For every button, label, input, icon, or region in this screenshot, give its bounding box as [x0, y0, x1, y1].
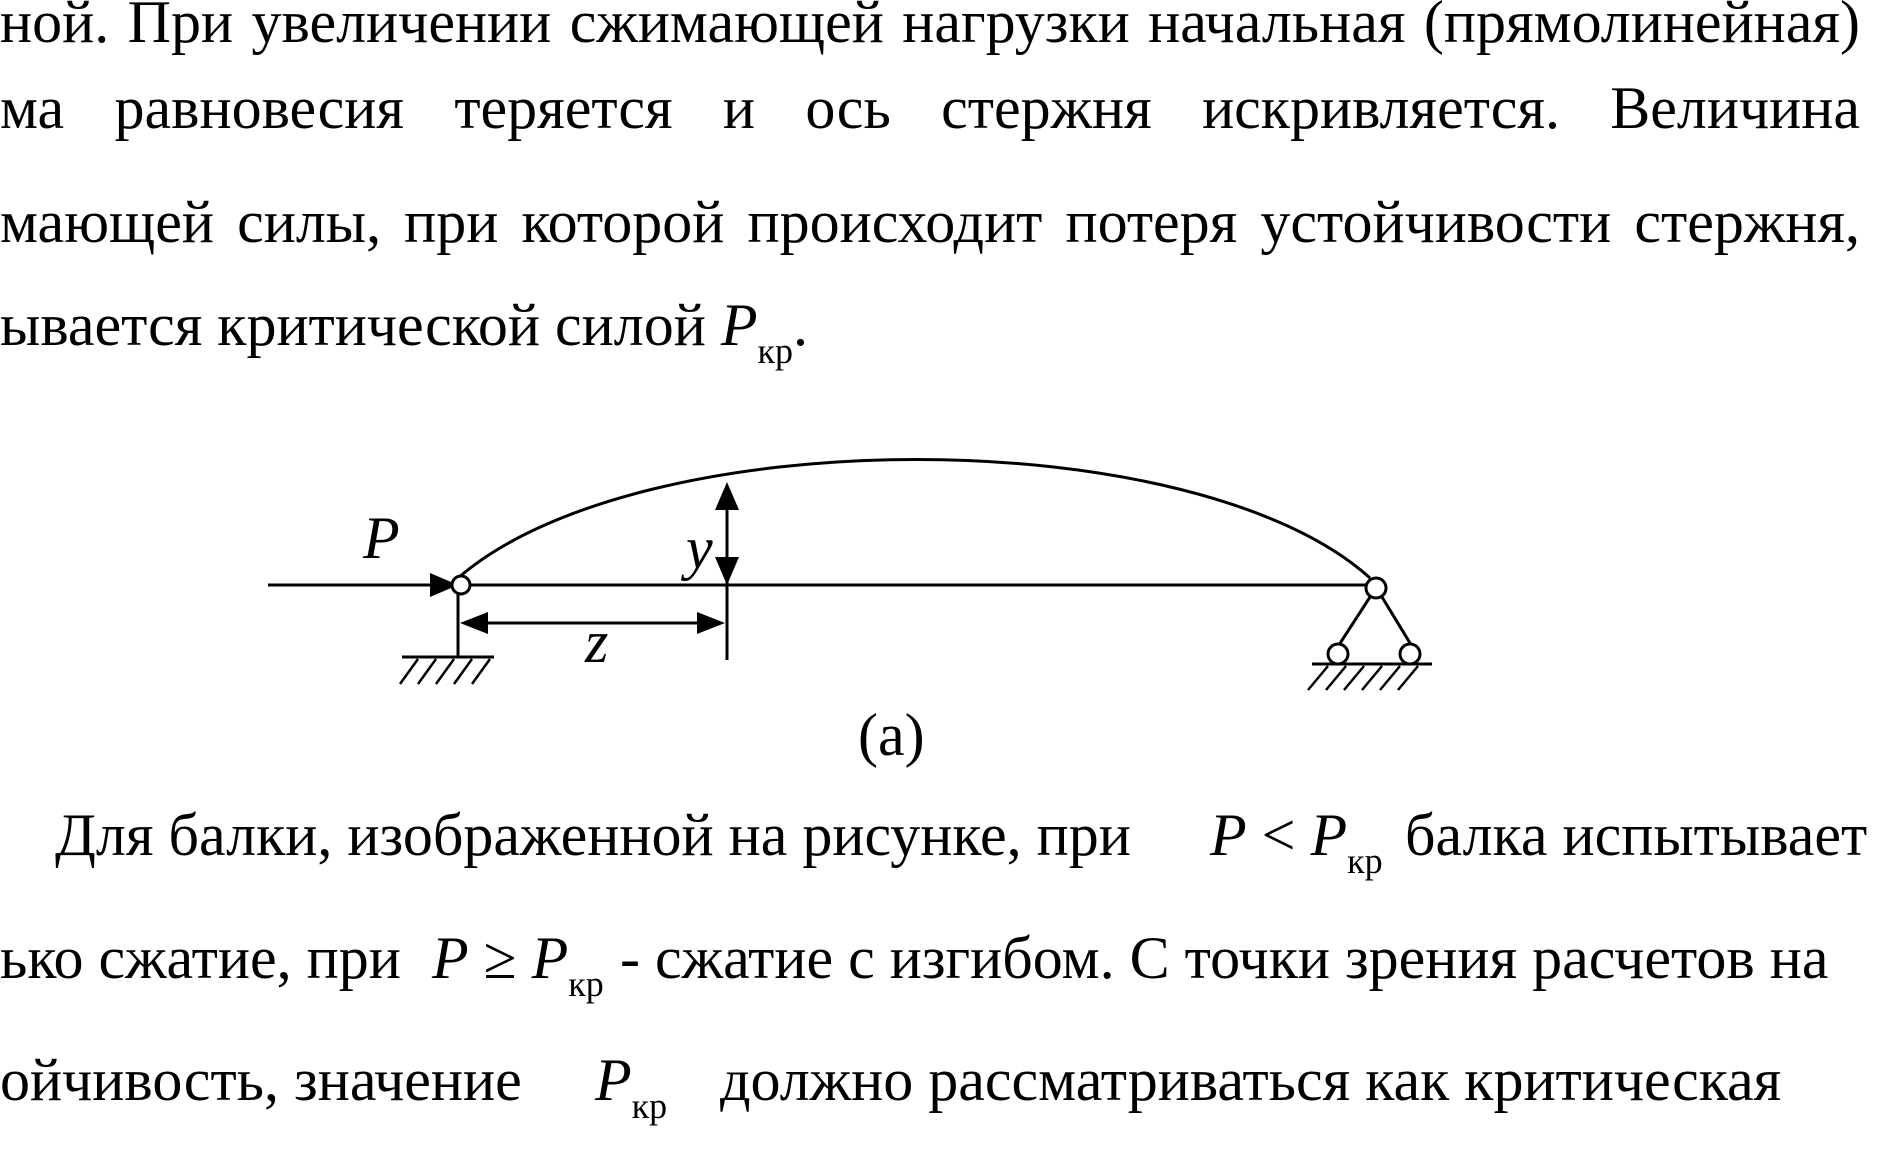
text-line-7: [0, 1047, 1878, 1170]
text-line-6: [0, 925, 1878, 1048]
label-force-p: P: [363, 505, 400, 571]
formula-greater-equal: ≥: [468, 925, 532, 991]
formula-p: P: [1210, 802, 1247, 868]
deflection-arrow-down: [715, 557, 739, 585]
text-line-7-start: ойчивость, значение: [0, 1047, 522, 1113]
formula-pcr-value: [595, 1047, 668, 1136]
formula-pcr: P: [531, 925, 569, 991]
formula-pcr-subscript: кр: [568, 964, 604, 1004]
left-ground-hatch: [400, 659, 490, 684]
formula-pcr-subscript: кр: [631, 1086, 668, 1126]
text-line-5-end: балка испытывает: [1405, 802, 1868, 868]
right-hinge: [1366, 578, 1386, 598]
deflection-arrow-up: [715, 482, 739, 510]
formula-p-ge-pcr: [432, 925, 604, 1014]
label-distance-z: z: [585, 609, 609, 675]
formula-pcr-subscript: кр: [1347, 841, 1383, 881]
text-line-2-content: ма равновесия теряется и ось стержня искривляется. Величина: [0, 75, 1860, 141]
p-critical-subscript: кр: [757, 331, 793, 371]
dimension-z-arrow-right: [697, 612, 725, 634]
text-line-5-start: Для балки, изображенной на рисунке, при: [55, 802, 1131, 868]
formula-pcr: P: [595, 1047, 632, 1113]
figure-caption: (а): [858, 702, 925, 768]
formula-less-than: <: [1246, 802, 1311, 868]
p-critical-symbol: P: [720, 292, 758, 358]
dimension-z-arrow-left: [460, 612, 488, 634]
right-support-leg-right: [1382, 597, 1413, 648]
right-roller-right: [1400, 644, 1420, 664]
text-line-7-end: должно рассматриваться как критическая: [720, 1047, 1782, 1113]
text-line-4-end: .: [792, 292, 808, 358]
text-line-6-start: ько сжатие, при: [0, 925, 401, 991]
formula-pcr: P: [1310, 802, 1348, 868]
label-deflection-y: y: [686, 515, 713, 581]
text-line-5: [0, 802, 1878, 925]
text-line-4-text: ывается критической силой: [0, 292, 721, 358]
text-line-6-end: - сжатие с изгибом. С точки зрения расчетов на: [620, 925, 1829, 991]
right-ground-hatch: [1308, 666, 1418, 690]
text-line-3-content: мающей силы, при которой происходит потеря устойчивости стержня,: [0, 189, 1860, 255]
right-roller-left: [1328, 644, 1348, 664]
left-hinge: [452, 576, 470, 594]
buckled-curve: [458, 460, 1370, 579]
text-line-1-content: ной. При увеличении сжимающей нагрузки начальная (прямолинейная): [0, 0, 1860, 55]
formula-p: P: [432, 925, 469, 991]
formula-p-less-pcr: [1210, 802, 1383, 891]
right-support-leg-left: [1337, 597, 1370, 648]
